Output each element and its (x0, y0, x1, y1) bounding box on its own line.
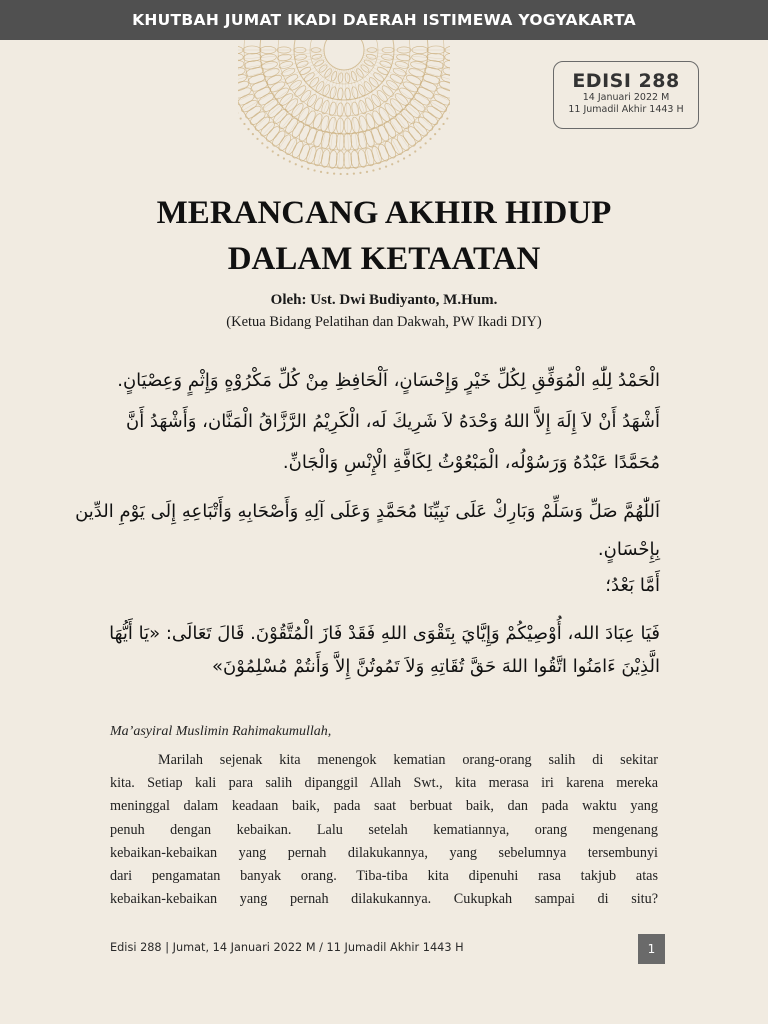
edition-date-masehi: 14 Januari 2022 M (582, 92, 670, 103)
arabic-line: بِإِحْسَانٍ. (597, 539, 660, 560)
paragraph-line: meninggal dalam keadaan baik, pada saat berbuat baik, dan pada waktu yang (110, 798, 658, 815)
author-affiliation: (Ketua Bidang Pelatihan dan Dakwah, PW Ikadi DIY) (226, 314, 542, 330)
paragraph-line: penuh dengan kebaikan. Lalu setelah kematiannya, orang mengenang (110, 821, 658, 838)
arabic-line: فَيَا عِبَادَ الله، أُوْصِيْكُمْ وَإِيَّايَ بِتَقْوَى اللهِ فَقَدْ فَازَ الْمُتَّقُوْنَ. قَالَ تَعَالَى: «يَا أَيُّهَا (109, 623, 660, 644)
arabic-line: الَّذِيْنَ ءَامَنُوا اتَّقُوا اللهَ حَقَّ تُقَاتِهِ وَلاَ تَمُوتُنَّ إِلاَّ وَأَنتُمْ مُسْلِمُوْنَ» (212, 656, 660, 677)
edition-number: EDISI 288 (572, 70, 680, 92)
paragraph-line: Marilah sejenak kita menengok kematian orang-orang salih di sekitar (158, 752, 658, 768)
arabic-line: اَللّٰهُمَّ صَلِّ وَسَلِّمْ وَبَارِكْ عَلَى نَبِيِّنَا مُحَمَّدٍ وَعَلَى آلِهِ وَأَصْحَابِهِ وَأَتْبَاعِهِ إِلَى يَوْمِ الدِّين (75, 501, 660, 522)
author-name: Oleh: Ust. Dwi Budiyanto, M.Hum. (270, 292, 498, 308)
page-number: 1 (638, 934, 665, 964)
paragraph-line: kita. Setiap kali para salih dipanggil Allah Swt., kita merasa iri karena mereka (110, 775, 658, 792)
arabic-line: الْحَمْدُ لِلّٰهِ الْمُوَفِّقِ لِكُلِّ خَيْرٍ وَإِحْسَانٍ، اَلْحَافِظِ مِنْ كُلِّ مَكْرُوْهٍ وَإِثْمٍ وَعِصْيَانٍ. (117, 370, 660, 391)
arabic-line: مُحَمَّدًا عَبْدُهُ وَرَسُوْلُه، الْمَبْعُوْثُ لِكَافَّةِ الْإِنْسِ وَالْجَانِّ. (282, 452, 660, 473)
footer-text: Edisi 288 | Jumat, 14 Januari 2022 M / 11 Jumadil Akhir 1443 H (110, 941, 464, 954)
arabic-line: أَشْهَدُ أَنْ لاَ إِلَهَ إِلاَّ اللهُ وَحْدَهُ لاَ شَرِيكَ لَه، الْكَرِيْمُ الرَّزَّاقُ الْمَنَّان، وَأَشْهَدُ أَنَّ (125, 411, 660, 432)
mandala-ornament-icon (238, 40, 450, 176)
paragraph-line: dari pengamatan banyak orang. Tiba-tiba kita dipenuhi rasa takjub atas (110, 867, 658, 884)
salutation: Ma’asyiral Muslimin Rahimakumullah, (110, 724, 332, 739)
edition-badge (553, 61, 699, 129)
paragraph-line: kebaikan-kebaikan yang pernah dilakukannya, yang sebelumnya tersembunyi (110, 844, 658, 861)
header-banner-text: KHUTBAH JUMAT IKADI DAERAH ISTIMEWA YOGYAKARTA (132, 11, 636, 29)
title-line-1: MERANCANG AKHIR HIDUP (156, 195, 612, 231)
arabic-line: أَمَّا بَعْدُ؛ (605, 575, 660, 596)
header-banner (0, 0, 768, 40)
paragraph-line: kebaikan-kebaikan yang pernah dilakukannya. Cukupkah sampai di situ? (110, 891, 658, 908)
body-paragraph (110, 749, 658, 911)
page-title (0, 190, 768, 282)
edition-date-hijri: 11 Jumadil Akhir 1443 H (568, 104, 684, 115)
title-line-2: DALAM KETAATAN (227, 241, 541, 277)
